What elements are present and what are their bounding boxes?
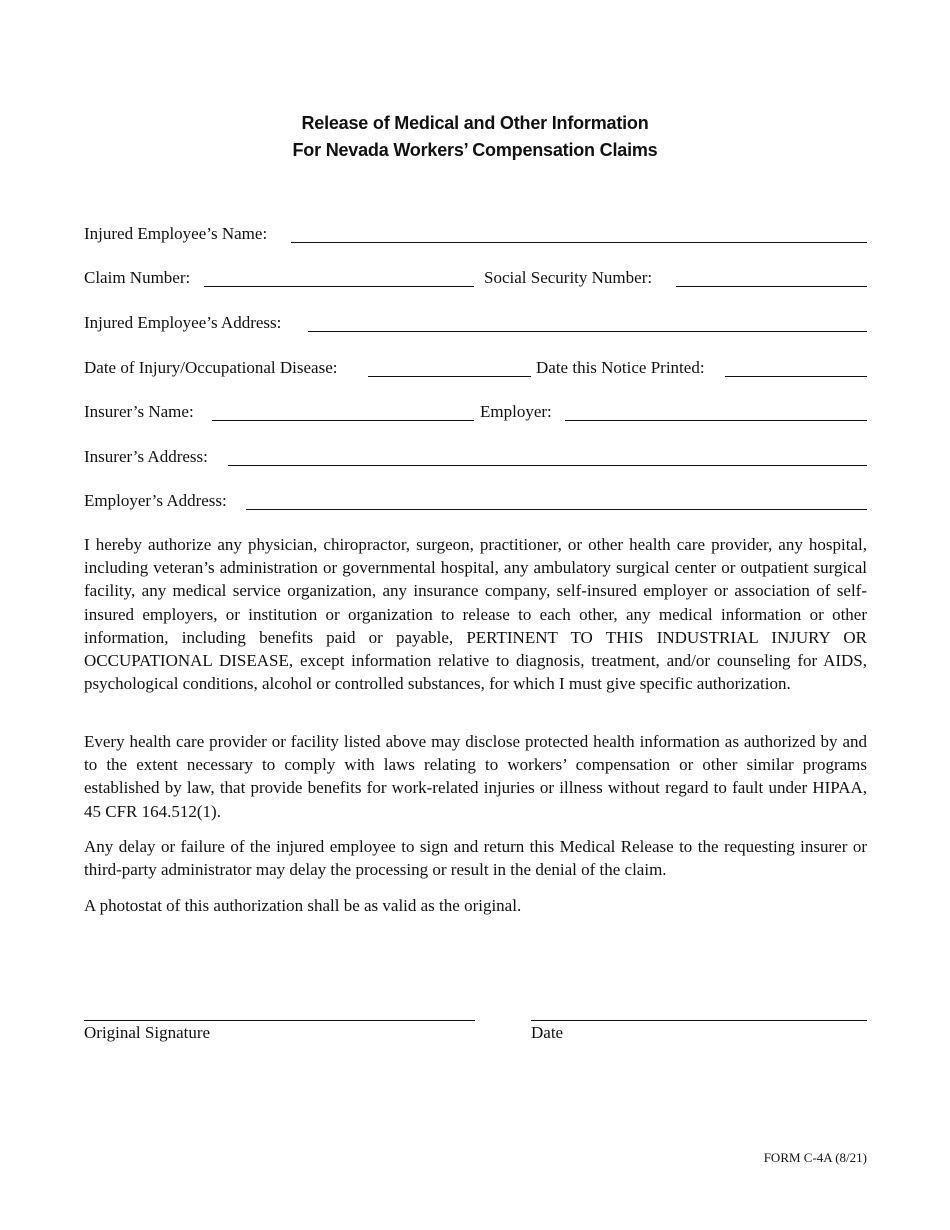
form-number: FORM C-4A (8/21) — [763, 1150, 867, 1165]
form-title-line-1: Release of Medical and Other Information — [301, 113, 649, 133]
signature-line[interactable] — [84, 1020, 475, 1021]
date-signature-line[interactable] — [531, 1020, 867, 1021]
claim-number-field[interactable] — [204, 286, 474, 287]
row-claim-ssn — [84, 264, 867, 290]
row-employee-name — [84, 220, 867, 246]
ssn-label: Social Security Number: — [484, 268, 653, 287]
employer-label: Employer: — [480, 402, 552, 421]
row-insurer-employer — [84, 398, 867, 424]
signature-label: Original Signature — [84, 1023, 211, 1042]
hipaa-paragraph: Every health care provider or facility listed above may disclose protected health information as authorized by and to the extent necessary to comply with laws relating to workers’ compensation or other similar programs established by law, that provide benefits for work-related injuries or illness without regard to fault under HIPAA, 45 CFR 164.512(1). — [84, 732, 867, 821]
row-insurer-address — [84, 443, 867, 469]
insurer-address-field[interactable] — [228, 465, 867, 466]
date-of-injury-field[interactable] — [368, 376, 531, 377]
date-printed-label: Date this Notice Printed: — [536, 358, 705, 377]
insurer-name-label: Insurer’s Name: — [84, 402, 194, 421]
employer-address-label: Employer’s Address: — [84, 491, 227, 510]
insurer-address-label: Insurer’s Address: — [84, 447, 208, 466]
form-title-line-2: For Nevada Workers’ Compensation Claims — [292, 140, 658, 160]
insurer-name-field[interactable] — [212, 420, 474, 421]
employee-name-field[interactable] — [291, 242, 867, 243]
claim-number-label: Claim Number: — [84, 268, 191, 287]
ssn-field[interactable] — [676, 286, 867, 287]
date-printed-field[interactable] — [725, 376, 867, 377]
authorization-paragraph: I hereby authorize any physician, chiropractor, surgeon, practitioner, or other health care provider, any hospital, including veteran’s administration or governmental hospital, any ambulatory surgical center or outpatient surgical facility, any medical service organization, any insurance company, self-insured employer or association of self-insured employers, or institution or organization to release to each other, any medical information or other information, including benefits paid or payable, PERTINENT TO THIS INDUSTRIAL INJURY OR OCCUPATIONAL DISEASE, except information relative to diagnosis, treatment, and/or counseling for AIDS, psychological conditions, alcohol or controlled substances, for which I must give specific authorization. — [84, 535, 867, 694]
employee-name-label: Injured Employee’s Name: — [84, 224, 268, 243]
row-employee-address — [84, 309, 867, 335]
employee-address-field[interactable] — [308, 331, 867, 332]
employer-field[interactable] — [565, 420, 867, 421]
delay-paragraph: Any delay or failure of the injured employee to sign and return this Medical Release to the requesting insurer or third-party administrator may delay the processing or result in the denial of the claim. — [84, 837, 867, 880]
date-of-injury-label: Date of Injury/Occupational Disease: — [84, 358, 338, 377]
row-dates — [84, 354, 867, 380]
date-label: Date — [531, 1023, 564, 1042]
photostat-paragraph: A photostat of this authorization shall be as valid as the original. — [84, 896, 522, 915]
employer-address-field[interactable] — [246, 509, 867, 510]
employee-address-label: Injured Employee’s Address: — [84, 313, 282, 332]
row-employer-address — [84, 487, 867, 513]
